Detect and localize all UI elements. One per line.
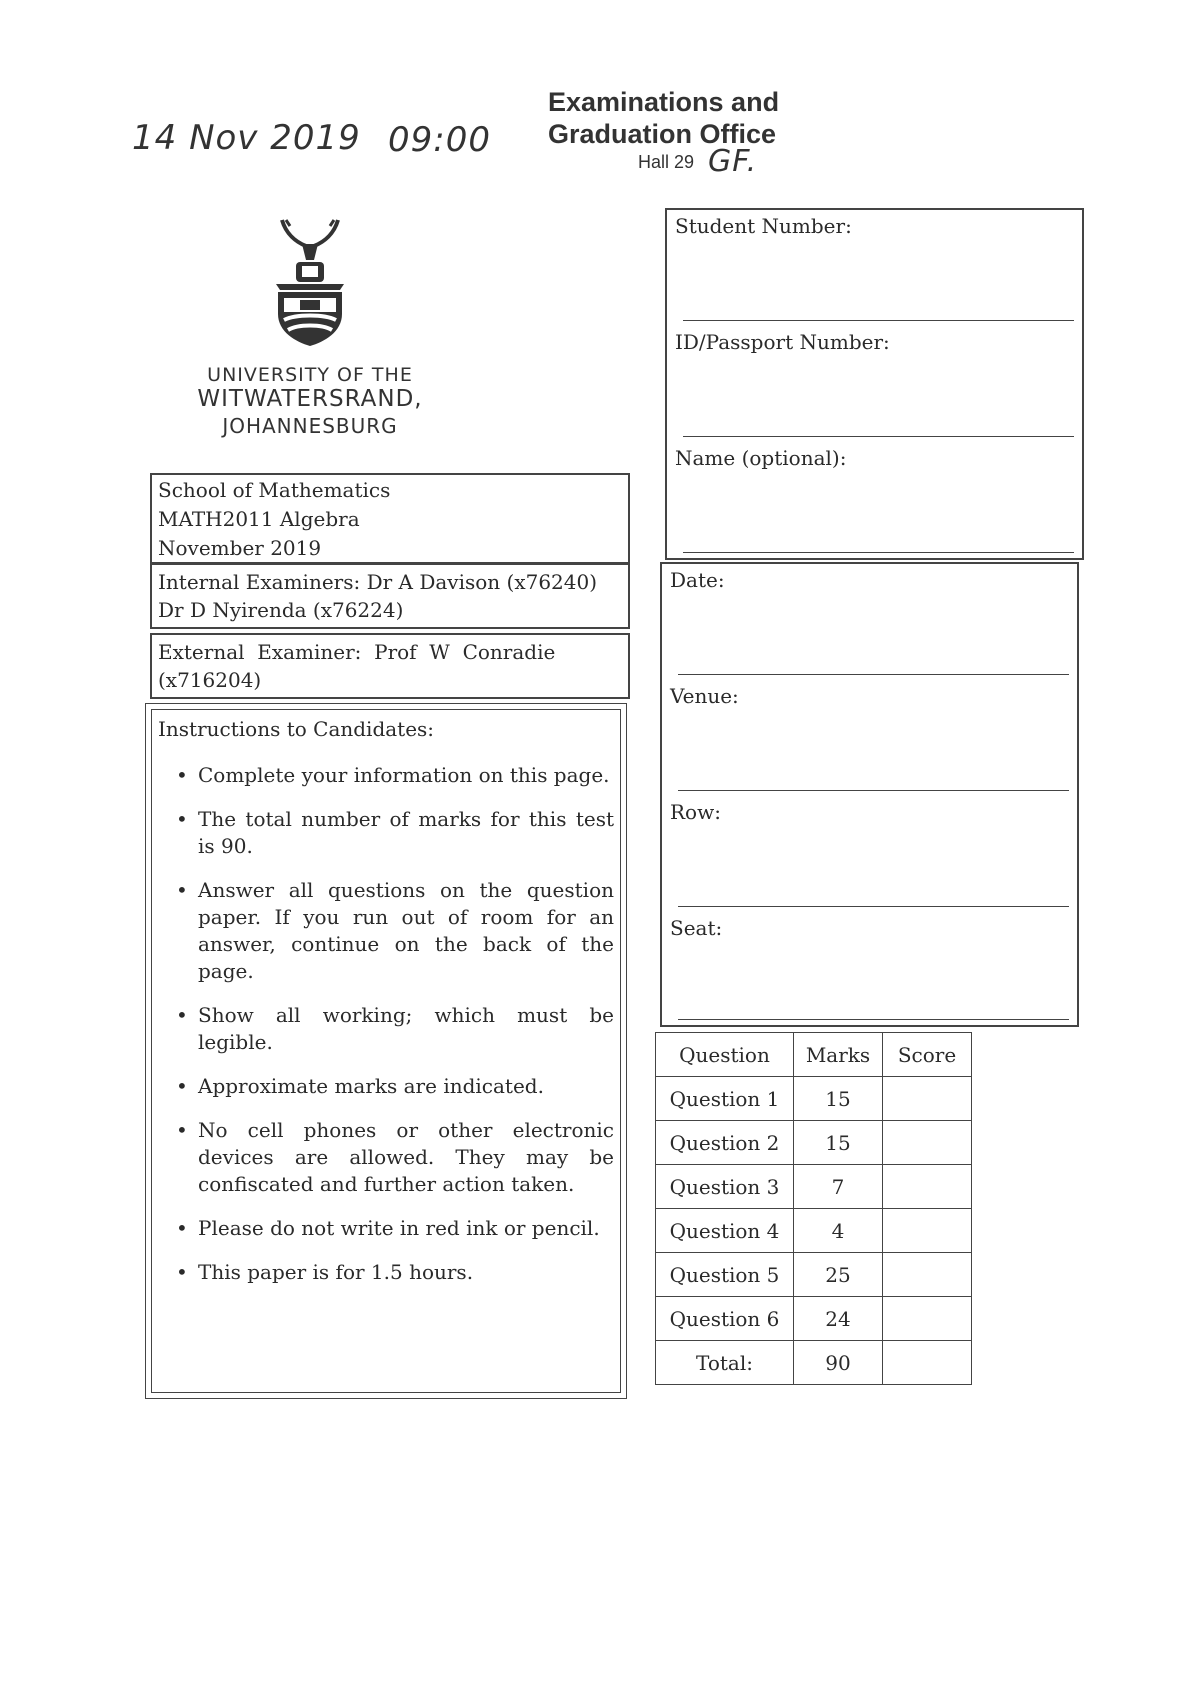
seat-label: Seat: (670, 916, 723, 940)
external-examiner-line1: External Examiner: Prof W Conradie (158, 640, 556, 664)
score-cell[interactable] (883, 1297, 972, 1341)
marks-cell: 15 (794, 1121, 883, 1165)
student-number-field[interactable] (683, 320, 1074, 321)
total-marks-cell: 90 (794, 1341, 883, 1385)
table-row (656, 1165, 972, 1209)
instruction-item: • Please do not write in red ink or pencil. (198, 1215, 614, 1242)
instruction-item: • No cell phones or other electronic devices are allowed. They may be confiscated and further action taken. (198, 1117, 614, 1198)
marks-cell: 25 (794, 1253, 883, 1297)
table-row (656, 1209, 972, 1253)
marks-cell: 4 (794, 1209, 883, 1253)
table-row (656, 1121, 972, 1165)
stamp-hall: Hall 29 (638, 152, 695, 172)
score-cell[interactable] (883, 1209, 972, 1253)
total-score-cell[interactable] (883, 1341, 972, 1385)
handwritten-date: 14 Nov 2019 (132, 118, 361, 158)
student-number-label: Student Number: (675, 214, 852, 238)
external-examiner-box (150, 633, 630, 699)
question-cell: Question 1 (656, 1077, 794, 1121)
school-name: School of Mathematics (158, 478, 391, 502)
table-row (656, 1253, 972, 1297)
table-total-row (656, 1341, 972, 1385)
total-label-cell: Total: (656, 1341, 794, 1385)
row-field[interactable] (678, 906, 1069, 907)
table-row (656, 1077, 972, 1121)
university-name-line3: JOHANNESBURG (222, 414, 398, 438)
id-passport-field[interactable] (683, 436, 1074, 437)
venue-info-box (660, 562, 1079, 1027)
score-cell[interactable] (883, 1253, 972, 1297)
marks-cell: 15 (794, 1077, 883, 1121)
name-label: Name (optional): (675, 446, 847, 470)
instruction-item: • This paper is for 1.5 hours. (198, 1259, 614, 1286)
instructions-box (145, 703, 627, 1399)
table-row (656, 1297, 972, 1341)
course-code: MATH2011 Algebra (158, 507, 360, 531)
date-field[interactable] (678, 674, 1069, 675)
header-marks: Marks (794, 1033, 883, 1077)
name-field[interactable] (683, 552, 1074, 553)
external-examiner-line2: (x716204) (158, 668, 262, 692)
marks-table-wrapper (655, 1032, 972, 1385)
student-info-box (665, 208, 1084, 560)
score-cell[interactable] (883, 1077, 972, 1121)
stamp-title-line2: Graduation Office (548, 119, 777, 149)
internal-examiners-line2: Dr D Nyirenda (x76224) (158, 598, 404, 622)
score-cell[interactable] (883, 1165, 972, 1209)
instruction-item: • The total number of marks for this test is 90. (198, 806, 614, 860)
university-name-line2: WITWATERSRAND, (197, 386, 423, 412)
question-cell: Question 2 (656, 1121, 794, 1165)
internal-examiners-line1: Internal Examiners: Dr A Davison (x76240) (158, 570, 598, 594)
marks-cell: 24 (794, 1297, 883, 1341)
instruction-item: • Show all working; which must be legible. (198, 1002, 614, 1056)
handwritten-time: 09:00 (388, 120, 491, 160)
instruction-item: • Complete your information on this page. (198, 762, 614, 789)
instruction-item: • Approximate marks are indicated. (198, 1073, 614, 1100)
header-score: Score (883, 1033, 972, 1077)
question-cell: Question 3 (656, 1165, 794, 1209)
instruction-item: • Answer all questions on the question paper. If you run out of room for an answer, continue on the back of the page. (198, 877, 614, 985)
internal-examiners-box (150, 563, 630, 629)
score-cell[interactable] (883, 1121, 972, 1165)
venue-label: Venue: (670, 684, 739, 708)
question-cell: Question 4 (656, 1209, 794, 1253)
row-label: Row: (670, 800, 721, 824)
university-crest-icon (262, 216, 358, 346)
handwritten-hall-note: GF. (708, 144, 758, 179)
instructions-inner-frame (151, 709, 621, 1393)
marks-cell: 7 (794, 1165, 883, 1209)
instructions-heading: Instructions to Candidates: (158, 717, 435, 741)
venue-field[interactable] (678, 790, 1069, 791)
header-question: Question (656, 1033, 794, 1077)
instructions-list (198, 762, 614, 1303)
course-info-box (150, 473, 630, 564)
university-name-line1: UNIVERSITY OF THE (207, 364, 413, 386)
date-label: Date: (670, 568, 725, 592)
question-cell: Question 6 (656, 1297, 794, 1341)
exam-date: November 2019 (158, 536, 322, 560)
stamp-title-line1: Examinations and (548, 87, 780, 117)
question-cell: Question 5 (656, 1253, 794, 1297)
id-passport-label: ID/Passport Number: (675, 330, 890, 354)
marks-table (655, 1032, 972, 1385)
table-header-row (656, 1033, 972, 1077)
seat-field[interactable] (678, 1019, 1069, 1020)
